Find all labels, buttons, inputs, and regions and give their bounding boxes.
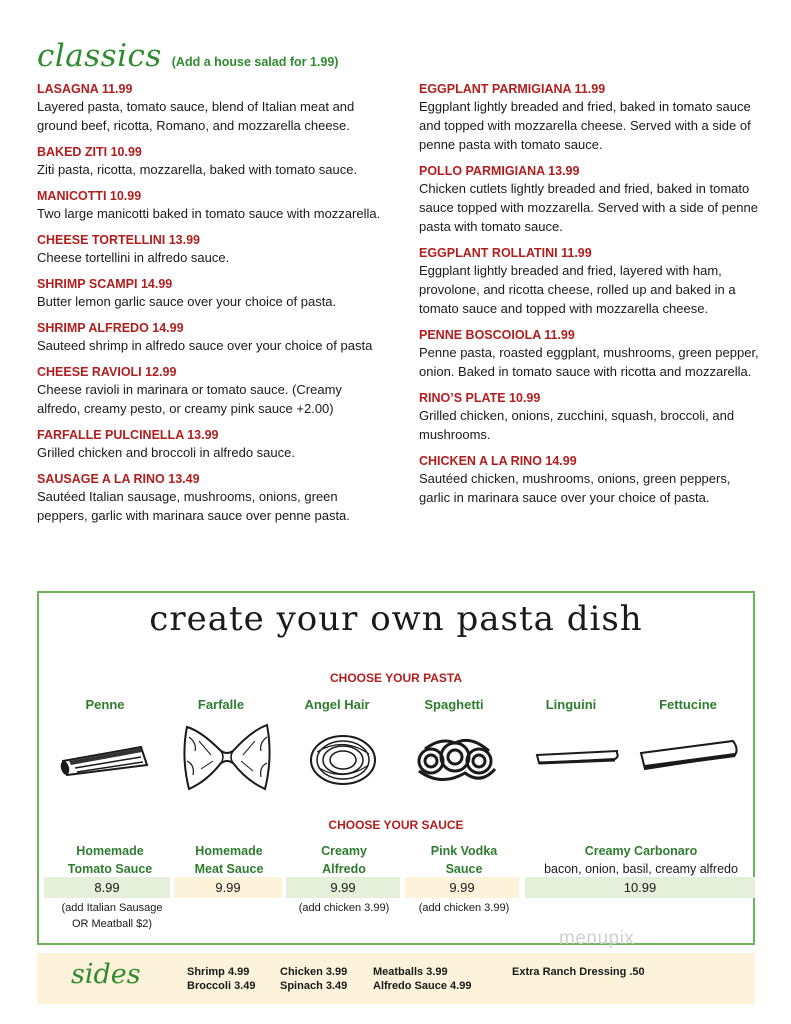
side-item: Broccoli 3.49 [187,980,256,992]
choose-sauce-heading: CHOOSE YOUR SAUCE [328,818,464,832]
pasta-name-spaghetti: Spaghetti [424,697,484,712]
item-desc: Cheese ravioli in marinara or tomato sauce. (Creamy alfredo, creamy pesto, or creamy pink sauce +2.00) [37,382,342,416]
item-desc: Grilled chicken, onions, zucchini, squash, broccoli, and mushrooms. [419,408,735,442]
item-name: SHRIMP SCAMPI 14.99 [37,277,173,291]
classics-left-column [37,81,387,534]
menu-item [37,320,387,355]
price-tomato: 8.99 [44,877,170,898]
item-desc: Two large manicotti baked in tomato sauce with mozzarella. [37,206,381,221]
note-line: OR Meatball $2) [71,918,153,930]
menu-item [37,81,387,135]
item-desc: Grilled chicken and broccoli in alfredo sauce. [37,445,295,460]
sauce-name-line: Creamy [321,844,367,858]
sauce-name-line: Creamy Carbonaro [584,844,698,858]
pasta-name-fettucine: Fettucine [659,697,717,712]
fettucine-icon [637,735,741,775]
sauce-name-line: Homemade [195,844,263,858]
item-name: EGGPLANT PARMIGIANA 11.99 [419,82,606,96]
sauce-note-alfredo: (add chicken 3.99) [298,902,390,914]
sauce-name-line: Alfredo [322,862,366,876]
menu-item [37,471,387,525]
item-name: POLLO PARMIGIANA 13.99 [419,164,580,178]
pasta-name-farfalle: Farfalle [197,697,245,712]
menu-item [419,163,764,236]
item-name: FARFALLE PULCINELLA 13.99 [37,428,219,442]
spaghetti-icon [411,731,501,789]
angel-hair-icon [307,732,379,788]
item-desc: Ziti pasta, ricotta, mozzarella, baked with tomato sauce. [37,162,358,177]
sauce-name-line: Pink Vodka [430,844,498,858]
menu-item [419,81,764,154]
side-item: Alfredo Sauce 4.99 [373,980,472,992]
menu-item [419,245,764,318]
sauce-note-pink-vodka: (add chicken 3.99) [418,902,510,914]
sauce-meat [173,842,285,878]
item-desc: Cheese tortellini in alfredo sauce. [37,250,230,265]
create-title: create your own pasta dish [149,599,643,639]
item-name: BAKED ZITI 10.99 [37,145,142,159]
price-pink-vodka: 9.99 [405,877,519,898]
price-alfredo: 9.99 [286,877,400,898]
sauce-note-tomato [49,900,175,932]
menu-item [37,232,387,267]
item-name: LASAGNA 11.99 [37,82,133,96]
penne-icon [55,739,155,779]
farfalle-icon [181,721,273,793]
item-name: SHRIMP ALFREDO 14.99 [37,321,184,335]
item-desc: Penne pasta, roasted eggplant, mushrooms, green pepper, onion. Baked in tomato sauce with ricotta and mozzarella. [419,345,759,379]
item-desc: Butter lemon garlic sauce over your choice of pasta. [37,294,337,309]
sauce-pink-vodka [405,842,523,878]
choose-pasta-heading: CHOOSE YOUR PASTA [329,671,463,685]
item-desc: Sautéed chicken, mushrooms, onions, green peppers, garlic in marinara sauce over your choice of pasta. [419,471,731,505]
side-item: Spinach 3.49 [280,980,348,992]
sauce-alfredo [285,842,403,878]
sides-title: sides [71,959,141,990]
sides-section [37,953,755,1004]
item-desc: Chicken cutlets lightly breaded and fried, baked in tomato sauce topped with mozzarella. Served with a side of penne pasta with tomato sauce. [419,181,758,234]
item-name: RINO’S PLATE 10.99 [419,391,541,405]
item-name: MANICOTTI 10.99 [37,189,142,203]
sauce-name-line: Tomato Sauce [67,862,153,876]
item-desc: Eggplant lightly breaded and fried, baked in tomato sauce and topped with mozzarella cheese. Served with a side of penne pasta with tomato sauce. [419,99,751,152]
side-item: Extra Ranch Dressing .50 [512,966,645,978]
sauce-tomato [49,842,171,878]
watermark: menupix [559,928,635,949]
menu-item [37,427,387,462]
side-item: Meatballs 3.99 [373,966,448,978]
classics-header [37,38,338,74]
menu-item [37,276,387,311]
price-carbonaro: 10.99 [525,877,755,898]
pasta-name-angel-hair: Angel Hair [304,697,370,712]
item-name: EGGPLANT ROLLATINI 11.99 [419,246,592,260]
menu-item [419,390,764,444]
item-name: CHICKEN A LA RINO 14.99 [419,454,577,468]
menu-item [37,364,387,418]
item-desc: Eggplant lightly breaded and fried, layered with ham, provolone, and ricotta cheese, rolled up and baked in a tomato sauce and topped with mozzarella cheese. [419,263,736,316]
sauce-name-line: Homemade [76,844,144,858]
sauce-carbonaro [525,842,757,878]
pasta-name-linguini: Linguini [545,697,597,712]
pasta-name-penne: Penne [85,697,125,712]
linguini-icon [533,743,623,773]
side-item: Chicken 3.99 [280,966,348,978]
item-name: CHEESE RAVIOLI 12.99 [37,365,177,379]
item-name: SAUSAGE A LA RINO 13.49 [37,472,200,486]
sauce-price-row [44,877,755,898]
sauce-name-line: Sauce [445,862,483,876]
create-your-own-section [37,591,755,949]
item-desc: Layered pasta, tomato sauce, blend of Italian meat and ground beef, ricotta, Romano, and mozzarella cheese. [37,99,355,133]
item-desc: Sauteed shrimp in alfredo sauce over your choice of pasta [37,338,373,353]
item-name: CHEESE TORTELLINI 13.99 [37,233,201,247]
item-name: PENNE BOSCOIOLA 11.99 [419,328,575,342]
sauce-name-line: Meat Sauce [194,862,264,876]
classics-title: classics [37,38,162,74]
price-meat: 9.99 [174,877,282,898]
note-line: (add Italian Sausage [61,902,163,914]
menu-item [37,188,387,223]
menu-item [419,453,764,507]
classics-note: (Add a house salad for 1.99) [171,55,339,69]
classics-right-column [419,81,764,516]
item-desc: Sautéed Italian sausage, mushrooms, onions, green peppers, garlic with marinara sauce over penne pasta. [37,489,350,523]
side-item: Shrimp 4.99 [187,966,250,978]
menu-item [419,327,764,381]
menu-item [37,144,387,179]
sauce-detail: bacon, onion, basil, creamy alfredo [544,862,738,876]
